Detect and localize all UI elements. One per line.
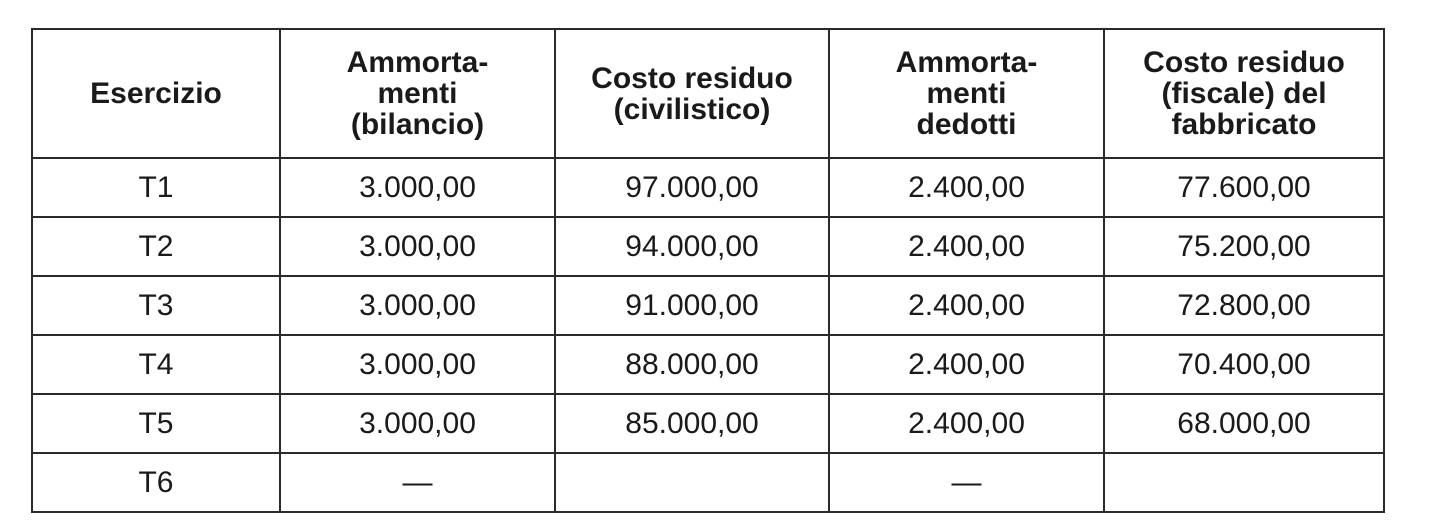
- cell-esercizio: T4: [32, 335, 280, 394]
- cell-costo-residuo-fiscale: 72.800,00: [1104, 276, 1384, 335]
- table-row: [32, 276, 1384, 335]
- cell-esercizio: T5: [32, 394, 280, 453]
- cell-costo-residuo-civilistico: 94.000,00: [555, 217, 829, 276]
- cell-ammortamenti-dedotti: 2.400,00: [829, 276, 1104, 335]
- table-row: [32, 453, 1384, 512]
- header-ammortamenti-bilancio-line-1: Ammorta-: [346, 46, 489, 79]
- cell-costo-residuo-civilistico: [555, 453, 829, 512]
- cell-costo-residuo-fiscale: [1104, 453, 1384, 512]
- cell-costo-residuo-civilistico: 88.000,00: [555, 335, 829, 394]
- cell-costo-residuo-civilistico: 85.000,00: [555, 394, 829, 453]
- cell-costo-residuo-fiscale: 68.000,00: [1104, 394, 1384, 453]
- header-ammortamenti-dedotti-line-1: Ammorta-: [895, 46, 1038, 79]
- header-ammortamenti-bilancio-line-2: menti: [377, 77, 458, 110]
- cell-ammortamenti-bilancio: 3.000,00: [280, 158, 555, 217]
- cell-esercizio: T6: [32, 453, 280, 512]
- cell-ammortamenti-dedotti: 2.400,00: [829, 335, 1104, 394]
- cell-ammortamenti-dedotti: —: [829, 453, 1104, 512]
- header-costo-residuo-civilistico: [555, 29, 829, 158]
- cell-ammortamenti-dedotti: 2.400,00: [829, 217, 1104, 276]
- cell-costo-residuo-fiscale: 77.600,00: [1104, 158, 1384, 217]
- cell-costo-residuo-civilistico: 91.000,00: [555, 276, 829, 335]
- cell-esercizio: T2: [32, 217, 280, 276]
- table-header-row: [32, 29, 1384, 158]
- header-ammortamenti-dedotti: [829, 29, 1104, 158]
- header-costo-residuo-civilistico-line-2: (civilistico): [613, 92, 771, 126]
- cell-ammortamenti-bilancio: 3.000,00: [280, 276, 555, 335]
- header-costo-residuo-fiscale-line-2: (fiscale) del: [1161, 77, 1327, 110]
- cell-ammortamenti-dedotti: 2.400,00: [829, 394, 1104, 453]
- header-costo-residuo-fiscale-line-3: fabbricato: [1171, 108, 1317, 141]
- cell-esercizio: T1: [32, 158, 280, 217]
- cell-ammortamenti-bilancio: 3.000,00: [280, 217, 555, 276]
- table-row: [32, 394, 1384, 453]
- table-row: [32, 335, 1384, 394]
- header-costo-residuo-civilistico-line-1: Costo residuo: [591, 61, 793, 95]
- cell-costo-residuo-fiscale: 75.200,00: [1104, 217, 1384, 276]
- header-costo-residuo-fiscale-line-1: Costo residuo: [1143, 46, 1345, 79]
- table-row: [32, 217, 1384, 276]
- depreciation-table-container: [31, 28, 1385, 513]
- depreciation-table: [31, 28, 1385, 513]
- header-ammortamenti-bilancio-line-3: (bilancio): [350, 108, 485, 141]
- table-row: [32, 158, 1384, 217]
- header-ammortamenti-dedotti-line-2: menti: [926, 77, 1007, 110]
- header-esercizio-line-1: Esercizio: [90, 77, 222, 110]
- cell-ammortamenti-bilancio: —: [280, 453, 555, 512]
- cell-ammortamenti-bilancio: 3.000,00: [280, 394, 555, 453]
- cell-ammortamenti-bilancio: 3.000,00: [280, 335, 555, 394]
- cell-costo-residuo-fiscale: 70.400,00: [1104, 335, 1384, 394]
- header-esercizio: [32, 29, 280, 158]
- cell-costo-residuo-civilistico: 97.000,00: [555, 158, 829, 217]
- cell-ammortamenti-dedotti: 2.400,00: [829, 158, 1104, 217]
- header-ammortamenti-bilancio: [280, 29, 555, 158]
- header-ammortamenti-dedotti-line-3: dedotti: [916, 108, 1017, 141]
- cell-esercizio: T3: [32, 276, 280, 335]
- header-costo-residuo-fiscale: [1104, 29, 1384, 158]
